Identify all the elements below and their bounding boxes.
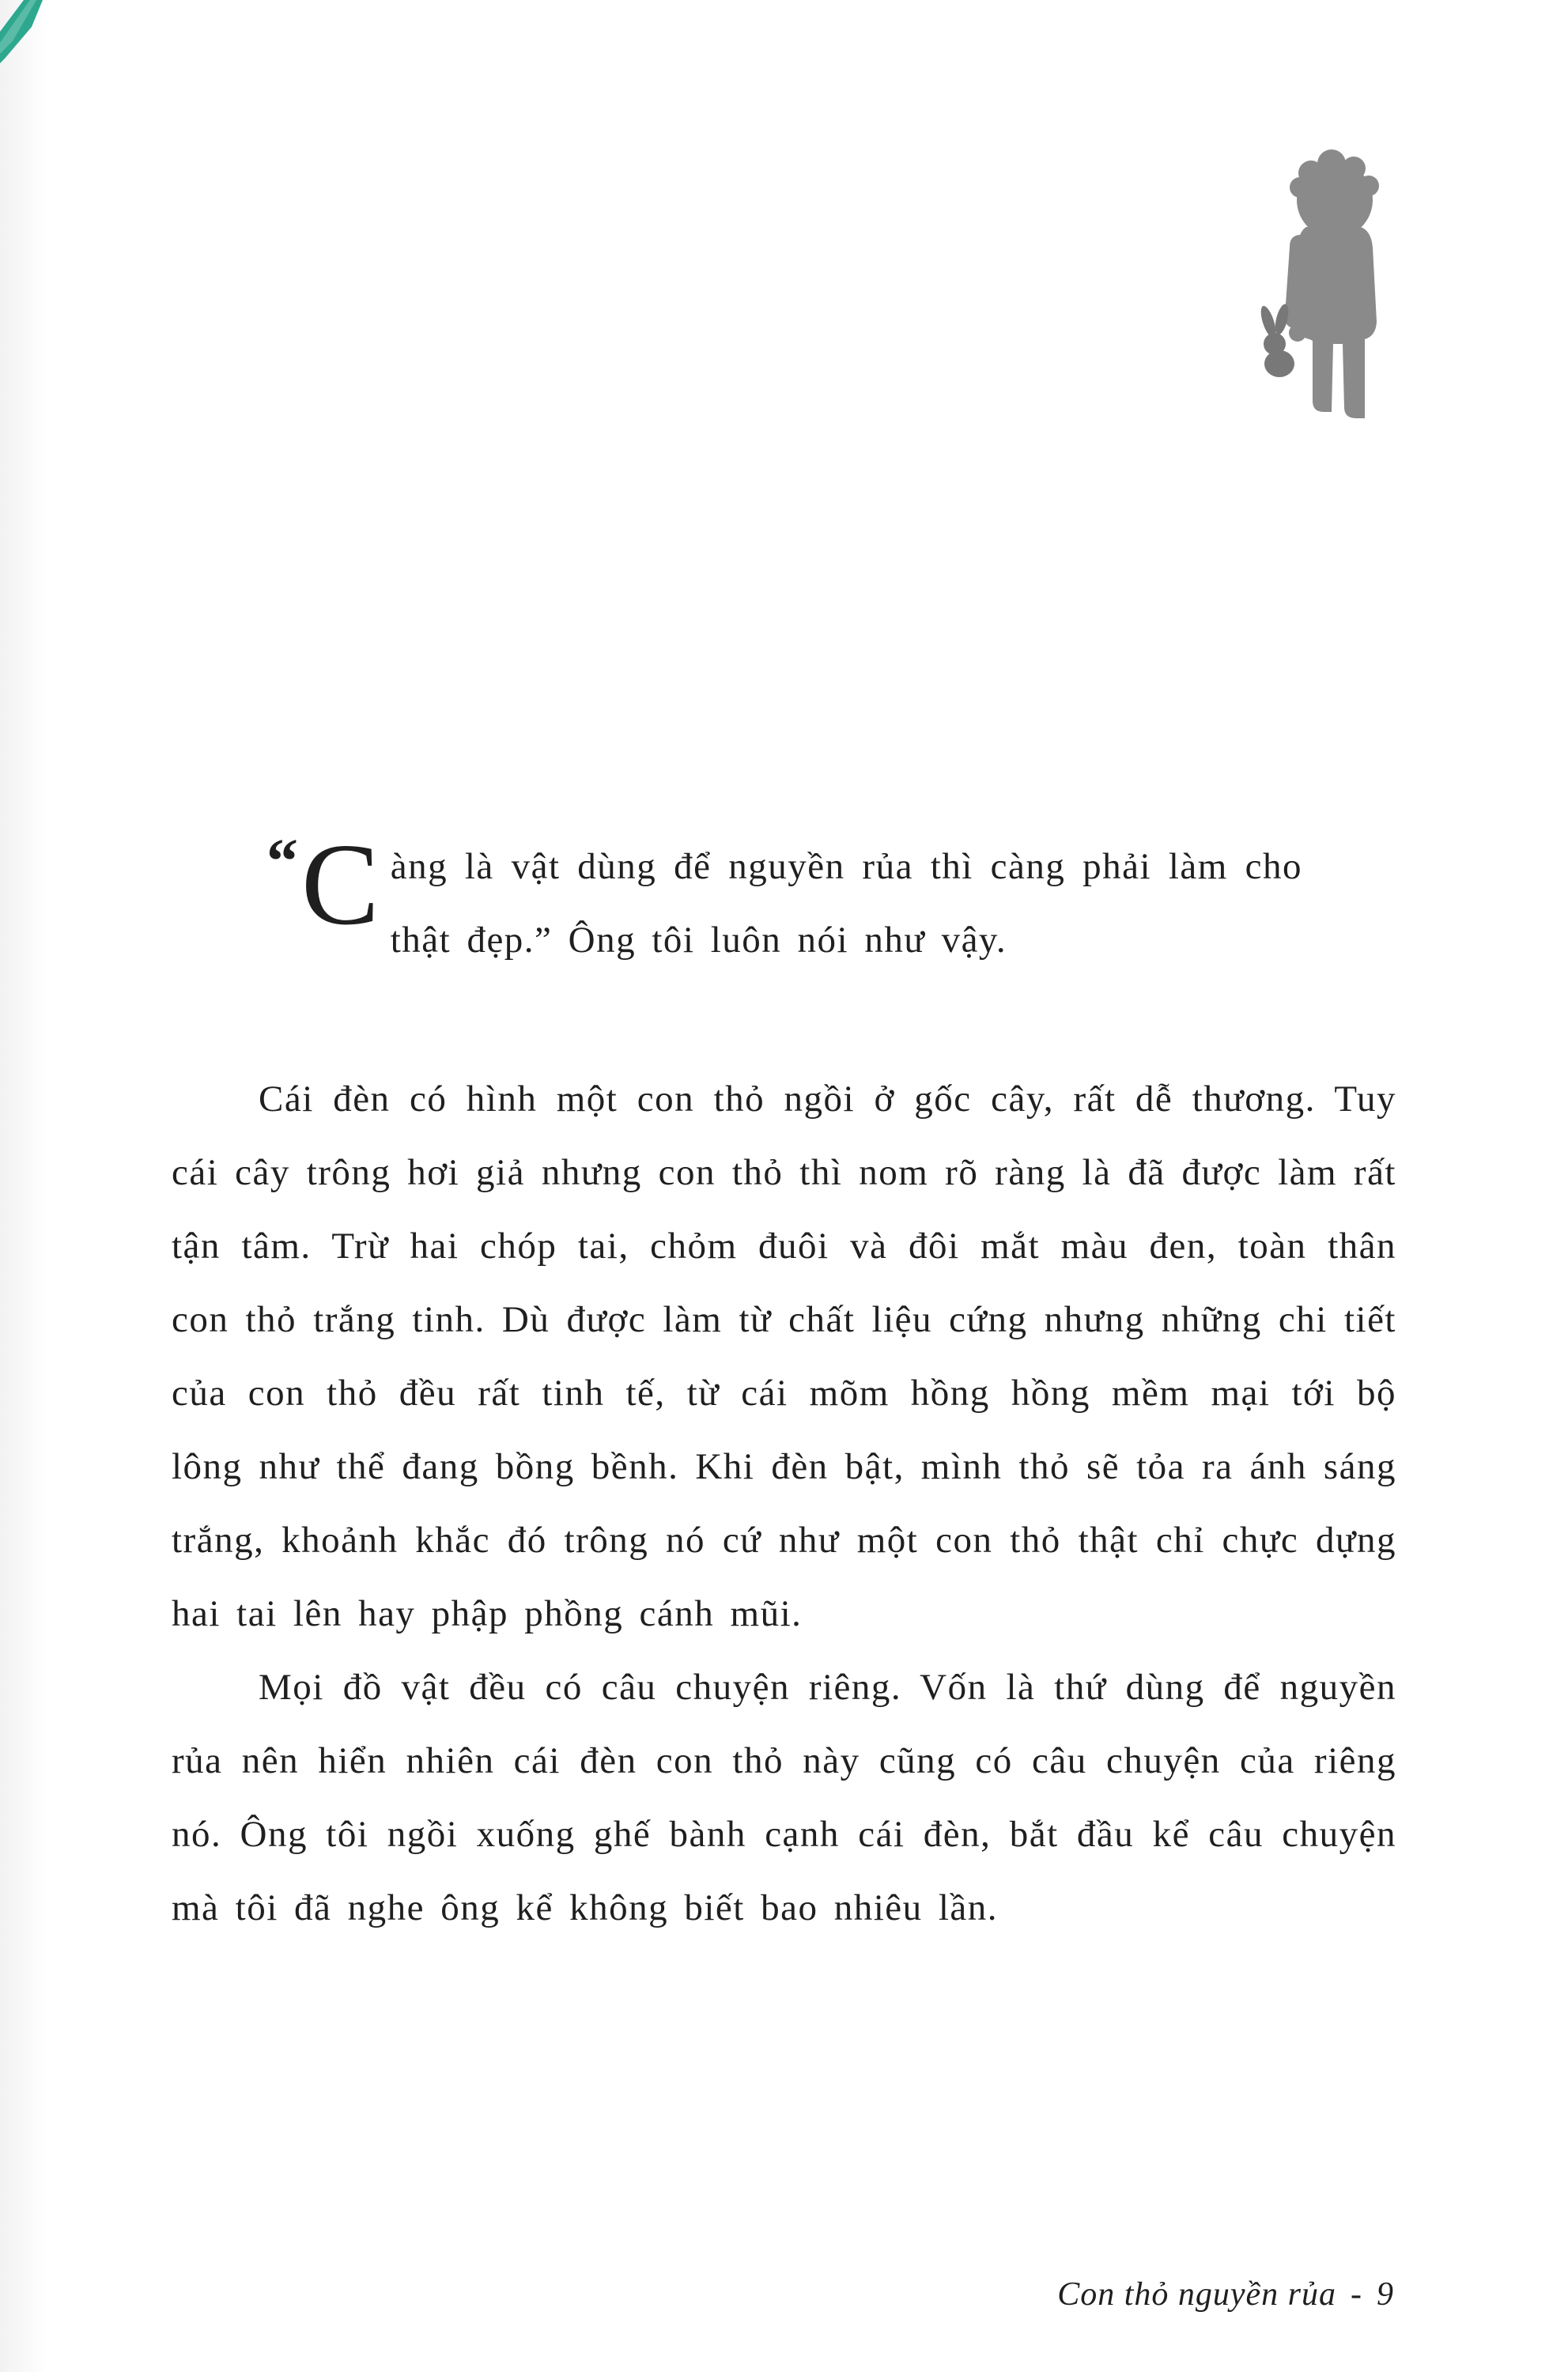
page-number: 9 (1377, 2276, 1394, 2313)
green-corner-icon (0, 0, 63, 87)
page-footer (1057, 2276, 1394, 2313)
page-content (172, 820, 1396, 1945)
green-corner-mark (0, 0, 63, 87)
opening-quote-mark: “ (266, 827, 298, 897)
chapter-title: Con thỏ nguyền rủa (1057, 2276, 1336, 2313)
drop-cap (266, 820, 391, 950)
body-paragraph-1: Cái đèn có hình một con thỏ ngồi ở gốc cây, rất dễ thương. Tuy cái cây trông hơi giả nhưng con thỏ thì nom rõ ràng là đã được làm rất tận tâm. Trừ hai chóp tai, chỏm đuôi và đôi mắt màu đen, toàn thân con thỏ trắng tinh. Dù được làm từ chất liệu cứng nhưng những chi tiết của con thỏ đều rất tinh tế, từ cái mõm hồng hồng mềm mại tới bộ lông như thể đang bồng bềnh. Khi đèn bật, mình thỏ sẽ tỏa ra ánh sáng trắng, khoảnh khắc đó trông nó cứ như một con thỏ thật chỉ chực dựng hai tai lên hay phập phồng cánh mũi. (172, 1078, 1396, 1634)
footer-separator: - (1351, 2276, 1362, 2313)
drop-cap-letter: C (301, 820, 380, 950)
child-with-rabbit-illustration (1240, 146, 1410, 431)
quote-paragraph-text: àng là vật dùng để nguyền rủa thì càng phải làm cho thật đẹp.” Ông tôi luôn nói như vậy. (390, 846, 1302, 961)
opening-quote-paragraph (266, 820, 1302, 977)
body-paragraph-2: Mọi đồ vật đều có câu chuyện riêng. Vốn là thứ dùng để nguyền rủa nên hiển nhiên cái đèn con thỏ này cũng có câu chuyện của riêng nó. Ông tôi ngồi xuống ghế bành cạnh cái đèn, bắt đầu kể câu chuyện mà tôi đã nghe ông kể không biết bao nhiêu lần. (172, 1667, 1396, 1928)
child-silhouette-icon (1240, 146, 1410, 431)
